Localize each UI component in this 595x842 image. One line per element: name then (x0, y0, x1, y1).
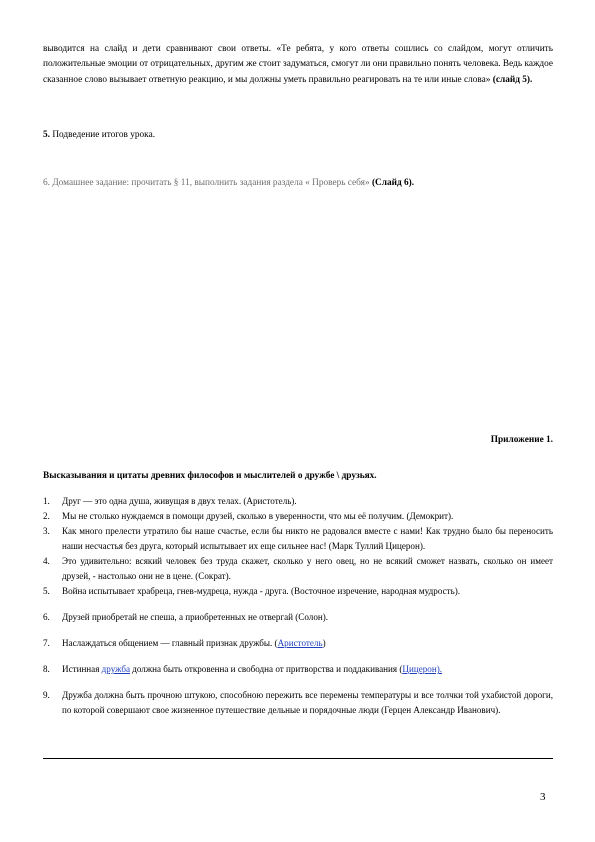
list-item (43, 584, 553, 599)
list-item (43, 509, 553, 524)
list-item-tail: ) (322, 638, 326, 648)
quotes-list-6-9 (43, 610, 553, 718)
list-item (43, 494, 553, 509)
list-item (43, 662, 553, 677)
link-druzhba[interactable]: дружба (101, 664, 130, 674)
slide-6-reference: (Слайд 6). (371, 178, 415, 188)
spacer (43, 599, 553, 610)
link-cicero[interactable]: Цицерон). (402, 664, 442, 674)
link-aristotle[interactable]: Аристотель (277, 638, 323, 648)
quotes-list (43, 494, 553, 718)
list-item-text-cont: должна быть откровенна и свободна от притворства и поддакивания ( (129, 664, 403, 674)
list-item-text: Как много прелести утратило бы наше счастье, если бы никто не радовался вместе с нами! Как трудно было бы переносить наши несчастья без друга, который испытывает их еще сильнее нас! (Марк Туллий Цицерон). (62, 526, 553, 551)
list-item-number: 3. (43, 526, 50, 536)
spacer (43, 625, 553, 636)
step-6 (43, 176, 553, 191)
list-item-number: 6. (43, 612, 50, 622)
step-5 (43, 128, 553, 143)
appendix-label: Приложение 1. (490, 435, 553, 445)
list-item-text: Это удивительно: всякий человек без труда скажет, сколько у него овец, но не всякий сможет назвать, сколько он имеет друзей, - настолько они не в цене. (Сократ). (62, 556, 553, 581)
list-item-text: Истинная (62, 664, 102, 674)
intro-text: выводится на слайд и дети сравнивают свои ответы. «Те ребята, у кого ответы сошлись со слайдом, могут отличить положительные эмоции от отрицательных, другим же стоит задуматься, смогут ли они правильно понять человека. Ведь каждое сказанное слово вызывает ответную реакцию, и мы должны уметь правильно реагировать на те или иные слова» (43, 44, 553, 85)
quotes-list-1-5 (43, 494, 553, 599)
step-6-number: 6. (43, 178, 50, 188)
list-item (43, 636, 553, 651)
list-item-number: 7. (43, 638, 50, 648)
list-item-text: Друг — это одна душа, живущая в двух телах. (Аристотель). (62, 496, 297, 506)
list-item (43, 688, 553, 718)
list-item-number: 9. (43, 690, 50, 700)
spacer (43, 677, 553, 688)
intro-paragraph (43, 42, 553, 88)
appendix-heading: Высказывания и цитаты древних философов и мыслителей о дружбе \ друзьях. (43, 471, 377, 481)
step-6-text: Домашнее задание: прочитать § 11, выполнить задания раздела « Проверь себя» (52, 178, 370, 188)
list-item-text: Наслаждаться общением — главный признак дружбы. ( (62, 638, 278, 648)
page-number: 3 (540, 791, 546, 803)
slide-5-reference: (слайд 5). (492, 74, 533, 85)
bottom-rule (43, 758, 553, 759)
list-item (43, 554, 553, 584)
list-item (43, 524, 553, 554)
list-item-number: 8. (43, 664, 50, 674)
list-item-text: Друзей приобретай не спеша, а приобретенных не отвергай (Солон). (62, 612, 329, 622)
list-item-number: 1. (43, 496, 50, 506)
list-item-number: 2. (43, 511, 50, 521)
spacer (43, 651, 553, 662)
list-item (43, 610, 553, 625)
step-5-text: Подведение итогов урока. (52, 130, 156, 140)
list-item-text: Мы не столько нуждаемся в помощи друзей, сколько в уверенности, что мы её получим. (Демокрит). (62, 511, 454, 521)
step-5-number: 5. (43, 130, 50, 140)
list-item-text: Дружба должна быть прочною штукою, способною пережить все перемены температуры и все толчки той ухабистой дороги, по которой совершают свое жизненное путешествие дельные и порядочные люди (Герцен Александр Иванович). (62, 690, 553, 715)
list-item-text: Война испытывает храбреца, гнев-мудреца, нужда - друга. (Восточное изречение, народная мудрость). (62, 586, 461, 596)
list-item-number: 4. (43, 556, 50, 566)
list-item-number: 5. (43, 586, 50, 596)
